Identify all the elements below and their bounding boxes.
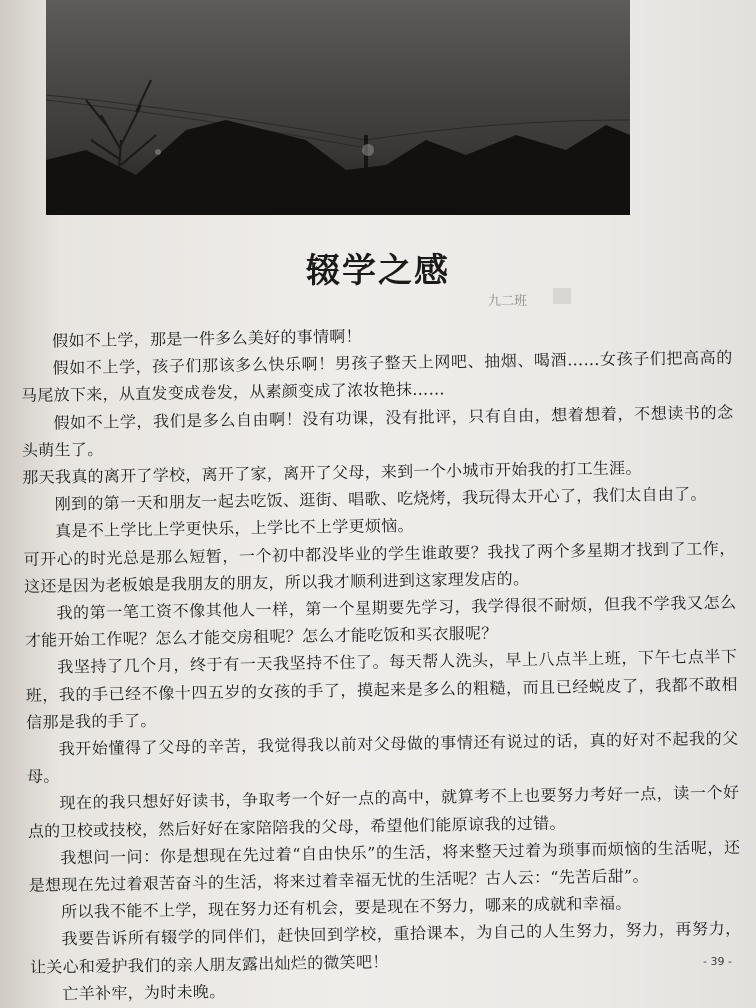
paragraph: 假如不上学，我们是多么自由啊！没有功课，没有批评，只有自由，想着想着，不想读书的念头萌生了。: [21, 402, 734, 460]
article-body: [20, 317, 743, 1008]
paragraph: 那天我真的离开了学校，离开了家，离开了父母，来到一个小城市开始我的打工生涯。: [22, 458, 642, 487]
paragraph: 我要告诉所有辍学的同伴们，赶快回到学校，重拾课本，为自己的人生努力，努力，再努力，让关心和爱护我们的亲人朋友露出灿烂的微笑吧！: [29, 919, 742, 977]
paragraph: 假如不上学，那是一件多么美好的事情啊！: [52, 326, 363, 351]
paragraph: 真是不上学比上学更快乐，上学比不上学更烦恼。: [55, 516, 414, 541]
redacted-name-block: [553, 288, 571, 304]
paragraph: 现在的我只想好好读书，争取考一个好一点的高中，就算考不上也要努力考好一点，读一个好点的卫校或技校，然后好好在家陪陪我的父母，希望他们能原谅我的过错。: [27, 783, 740, 841]
paragraph: 所以我不能不上学，现在努力还有机会，要是现在不努力，哪来的成就和幸福。: [61, 893, 632, 922]
night-sky-photo: [46, 0, 630, 215]
paragraph: 我的第一笔工资不像其他人一样，第一个星期要先学习，我学得很不耐烦，但我不学我又怎么才能开始工作呢？怎么才能交房租呢？怎么才能吃饭和买衣服呢？: [24, 592, 737, 651]
paragraph: 我开始懂得了父母的辛苦，我觉得我以前对父母做的事情还有说过的话，真的好对不起我的父母。: [26, 728, 739, 787]
page-number: - 39 -: [703, 955, 732, 968]
paragraph: 我想问一问：你是想现在先过着“自由快乐”的生活，将来整天过着为琐事而烦恼的生活呢，还是想现在先过着艰苦奋斗的生活，将来过着幸福无忧的生活呢？古人云：“先苦后甜”。: [28, 837, 741, 895]
paragraph: 亡羊补牢，为时未晚。: [62, 981, 226, 1004]
paragraph: 我坚持了几个月，终于有一天我坚持不住了。每天帮人洗头，早上八点半上班，下午七点半下班，我的手已经不像十四五岁的女孩的手了，摸起来是多么的粗糙，而且已经蜕皮了，我都不敢相信那是我的手了。: [25, 647, 738, 732]
paragraph: 刚到的第一天和朋友一起去吃饭、逛街、唱歌、吃烧烤，我玩得太开心了，我们太自由了。: [54, 484, 707, 514]
author-byline: 九二班: [488, 294, 528, 309]
article-title: 辍学之感: [306, 251, 450, 291]
paragraph: 假如不上学，孩子们那该多么快乐啊！男孩子整天上网吧、抽烟、喝酒……女孩子们把高高的马尾放下来，从直发变成卷发，从素颜变成了浓妆艳抹……: [20, 348, 733, 406]
photo-silhouette: [46, 0, 630, 215]
paragraph: 可开心的时光总是那么短暂，一个初中都没毕业的学生谁敢要？我找了两个多星期才找到了工作，这还是因为老板娘是我朋友的朋友，所以我才顺利进到这家理发店的。: [23, 538, 736, 596]
